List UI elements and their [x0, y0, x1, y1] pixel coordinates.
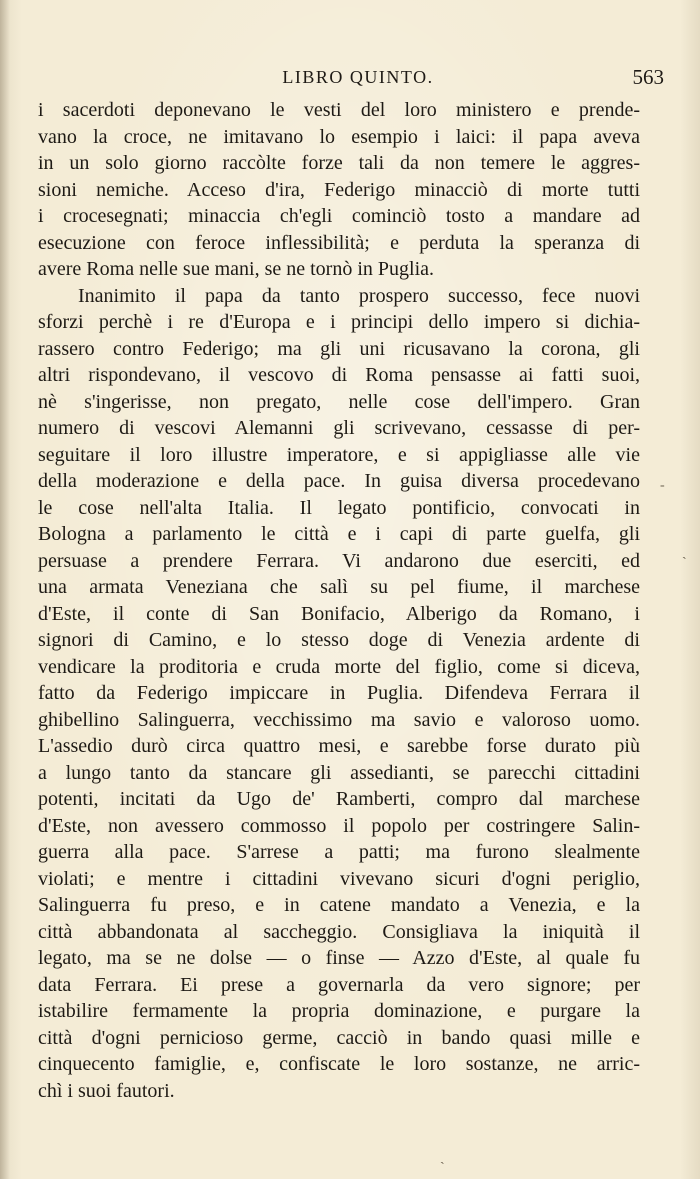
text-line: L'assedio durò circa quattro mesi, e sarebbe forse durato più	[38, 735, 640, 757]
text-line: sforzi perchè i re d'Europa e i principi dello impero si dichia-	[38, 311, 640, 333]
text-line: le cose nell'alta Italia. Il legato pontificio, convocati in	[38, 496, 640, 519]
text-line: istabilire fermamente la propria dominazione, e purgare la	[38, 1000, 640, 1022]
text-line: della moderazione e della pace. In guisa diversa procedevano	[38, 470, 640, 492]
text-line: vendicare la proditoria e cruda morte del figlio, come si diceva,	[38, 655, 640, 678]
text-line: a lungo tanto da stancare gli assedianti, se parecchi cittadini	[38, 761, 640, 784]
text-line: i crocesegnati; minaccia ch'egli cominciò tosto a mandare ad	[38, 205, 640, 227]
binding-shadow	[0, 0, 10, 1179]
text-line: d'Este, il conte di San Bonifacio, Alberigo da Romano, i	[38, 602, 640, 625]
paragraph-end-line: avere Roma nelle sue mani, se ne tornò in Puglia.	[38, 258, 435, 280]
stray-mark: ˎ	[682, 545, 687, 560]
text-line: guerra alla pace. S'arrese a patti; ma furono slealmente	[38, 841, 640, 863]
page-number: 563	[632, 65, 664, 89]
text-line: ghibellino Salinguerra, vecchissimo ma savio e valoroso uomo.	[38, 708, 640, 731]
text-line: vano la croce, ne imitavano lo esempio i laici: il papa aveva	[38, 125, 640, 148]
text-line: nè s'ingerisse, non pregato, nelle cose dell'impero. Gran	[38, 390, 640, 413]
text-line: legato, ma se ne dolse — o finse — Azzo d'Este, al quale fu	[38, 947, 640, 969]
text-line: città d'ogni pernicioso germe, cacciò in bando quasi mille e	[38, 1026, 640, 1049]
text-line: città abbandonata al saccheggio. Consigliava la iniquità il	[38, 920, 640, 943]
text-line: in un solo giorno raccòlte forze tali da non temere le aggres-	[38, 152, 640, 174]
text-line: persuase a prendere Ferrara. Vi andarono due eserciti, ed	[38, 549, 640, 572]
text-line: Salinguerra fu preso, e in catene mandato a Venezia, e la	[38, 894, 640, 916]
text-line: data Ferrara. Ei prese a governarla da vero signore; per	[38, 973, 640, 996]
text-line: sioni nemiche. Acceso d'ira, Federigo minacciò di morte tutti	[38, 178, 640, 201]
stray-mark: -	[660, 478, 665, 493]
text-line: Bologna a parlamento le città e i capi di parte guelfa, gli	[38, 523, 640, 545]
text-line: i sacerdoti deponevano le vesti del loro ministero e prende-	[38, 99, 640, 121]
text-line: fatto da Federigo impiccare in Puglia. Difendeva Ferrara il	[38, 682, 640, 704]
text-line: seguitare il loro illustre imperatore, e si appigliasse alle vie	[38, 443, 640, 466]
text-line: altri rispondevano, il vescovo di Roma pensasse ai fatti suoi,	[38, 364, 640, 386]
text-line: d'Este, non avessero commosso il popolo per costringere Salin-	[38, 814, 640, 837]
body-text	[38, 97, 640, 1104]
text-line: signori di Camino, e lo stesso doge di Venezia ardente di	[38, 629, 640, 651]
text-line: una armata Veneziana che salì su pel fiume, il marchese	[38, 576, 640, 598]
paragraph-end-line: chì i suoi fautori.	[38, 1079, 175, 1102]
text-line: violati; e mentre i cittadini vivevano sicuri d'ogni periglio,	[38, 867, 640, 890]
stray-mark: ˏ	[440, 1150, 445, 1165]
text-line: numero di vescovi Alemanni gli scrivevano, cessasse di per-	[38, 417, 640, 439]
running-title: LIBRO QUINTO.	[282, 67, 434, 87]
paragraph-start-line: Inanimito il papa da tanto prospero successo, fece nuovi	[78, 284, 640, 307]
text-line: cinquecento famiglie, e, confiscate le loro sostanze, ne arric-	[38, 1053, 640, 1075]
text-line: rassero contro Federigo; ma gli uni ricusavano la corona, gli	[38, 337, 640, 360]
page-header	[38, 64, 678, 90]
text-line: potenti, incitati da Ugo de' Ramberti, compro dal marchese	[38, 788, 640, 810]
text-line: esecuzione con feroce inflessibilità; e perduta la speranza di	[38, 231, 640, 254]
